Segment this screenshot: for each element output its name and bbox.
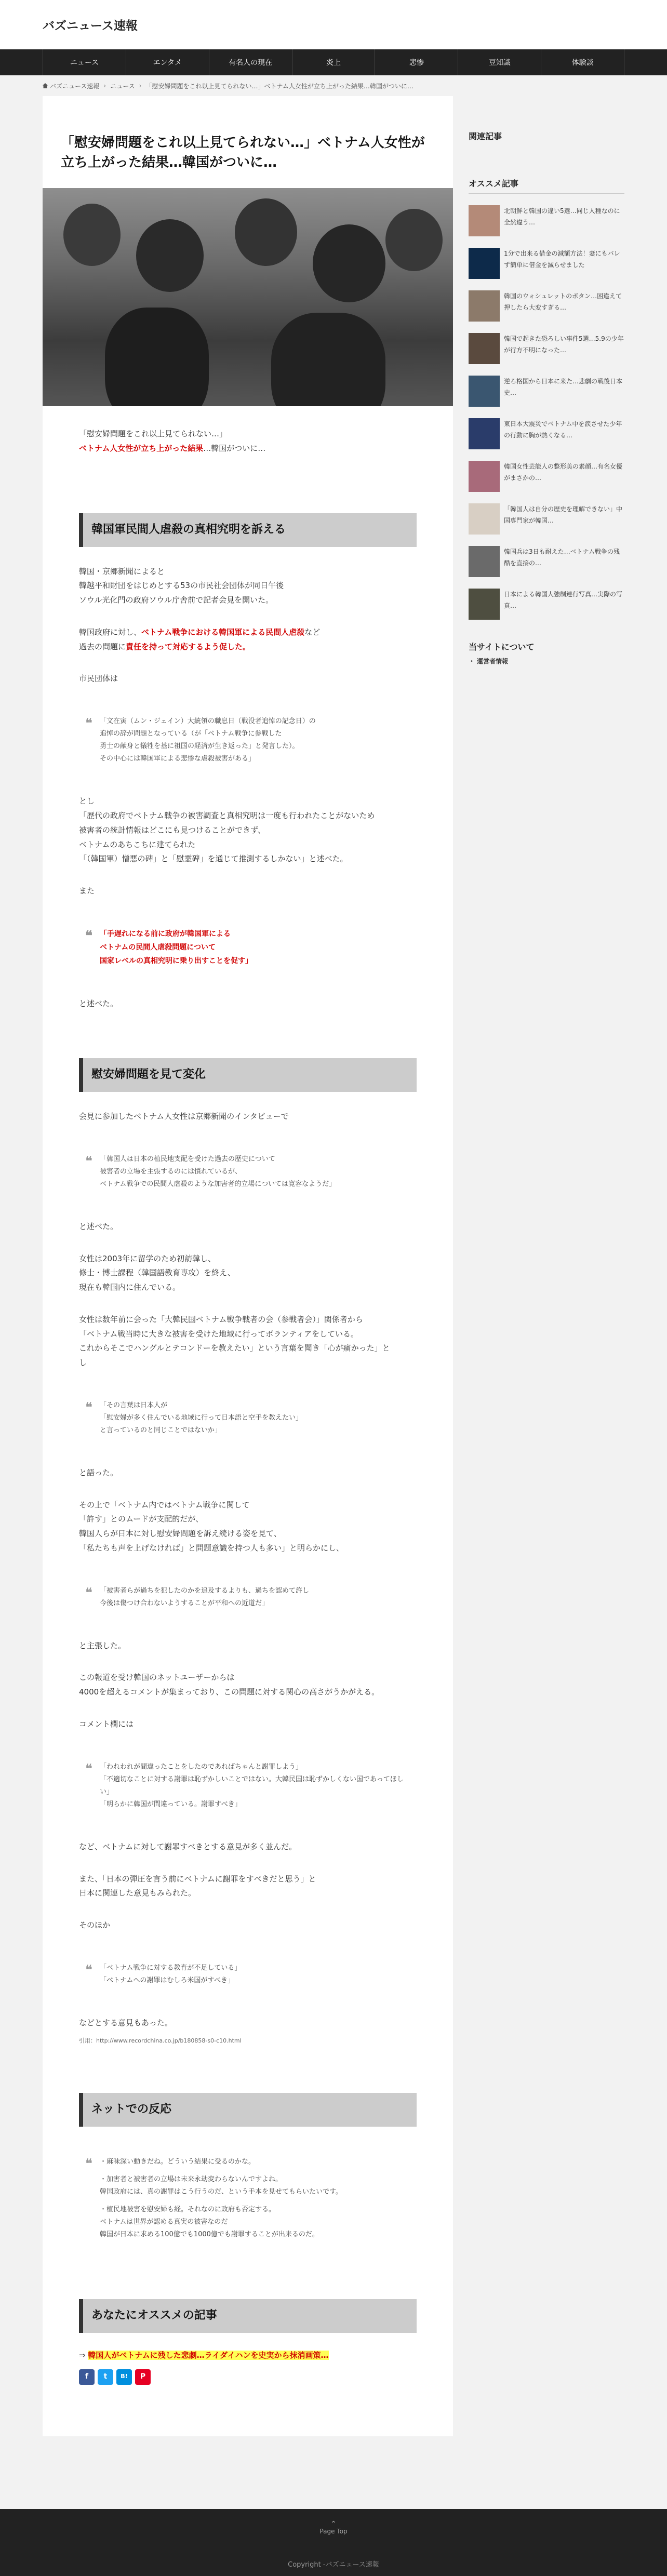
paragraph-line: 「歴代の政府でベトナム戦争の被害調査と真相究明は一度も行われたことがないため: [79, 811, 375, 820]
highlight-text: 責任を持って対応するよう促した。: [126, 642, 251, 651]
intro-highlight: ベトナム人女性が立ち上がった結果: [79, 444, 204, 453]
quote-icon: ❝: [85, 1962, 92, 1978]
recommend-line: [79, 2348, 417, 2363]
intro-line-1: 「慰安婦問題をこれ以上見てられない…」: [79, 429, 228, 439]
section-heading-3: ネットでの反応: [79, 2093, 417, 2127]
quote-line: 被害者の立場を主張するのには慣れているが、: [100, 1167, 242, 1176]
nav-item-celebrities-now[interactable]: 有名人の現在: [209, 49, 292, 75]
paragraph-line: 「ベトナム戦当時に大きな被害を受けた地域に行ってボランティアをしている。: [79, 1329, 359, 1339]
breadcrumb-separator: ›: [103, 82, 106, 89]
article-thumbnail[interactable]: [469, 418, 500, 449]
quote-line: 今後は傷つけ合わないようすることが平和への近道だ」: [100, 1599, 269, 1607]
paragraph-line: 「（韓国軍）憎悪の碑」と「慰霊碑」を通じて推測するしかない」と述べた。: [79, 854, 348, 864]
sidebar-related-title: 関連記事: [469, 131, 502, 141]
paragraph: など、ベトナムに対して謝罪すべきとする意見が多く並んだ。: [79, 1841, 297, 1851]
quote-line: 「ベトナム戦争に対する教育が不足している」: [100, 1964, 242, 1972]
nav-item-entertainment[interactable]: エンタメ: [126, 49, 209, 75]
sidebar-article-title[interactable]: 東日本大震災でベトナム中を涙させた少年の行動に胸が熱くなる…: [504, 420, 622, 439]
quote-line: ・加害者と被害者の立場は未来永劫変わらないんですよね。: [100, 2175, 283, 2183]
quote-icon: ❝: [85, 1585, 92, 1601]
share-buttons: [79, 2369, 417, 2385]
paragraph: そのほか: [79, 1920, 111, 1930]
nav-item-tragic[interactable]: 悲惨: [375, 49, 458, 75]
sidebar-recommend-title: オススメ記事: [469, 177, 624, 194]
quote-line: 「慰安婦が多く住んでいる地域に行って日本語と空手を教えたい」: [100, 1413, 303, 1422]
sidebar-article[interactable]: [469, 503, 624, 535]
paragraph-line: 「私たちも声を上げなければ」と問題意識を持つ人も多い」と明らかにし、: [79, 1543, 344, 1553]
sidebar-article[interactable]: [469, 376, 624, 407]
quote-line: ベトナムの民間人虐殺問題について: [100, 943, 216, 952]
sidebar: [469, 96, 624, 665]
breadcrumb-home[interactable]: バズニュース速報: [50, 82, 100, 90]
article-thumbnail[interactable]: [469, 461, 500, 492]
article-body: [43, 427, 453, 2384]
quote-line: 「手遅れになる前に政府が韓国軍による: [100, 929, 231, 938]
sidebar-article-title[interactable]: 韓国のウォシュレットのボタン…困違えて押したら大変すぎる…: [504, 292, 622, 312]
sidebar-article-title[interactable]: 「韓国人は自分の歴史を理解できない」中国専門家が韓国…: [504, 505, 623, 525]
copyright: Copyright ‐バズニュース速報: [288, 2561, 379, 2569]
quote-line: ・麻味深い動きだね。どういう結果に受るのかな。: [100, 2157, 256, 2166]
blockquote: [79, 1750, 417, 1822]
blockquote: [79, 1388, 417, 1448]
quote-line: 「ベトナムへの謝罪はむしろ米国がすべき」: [100, 1976, 235, 1984]
paragraph: コメント欄には: [79, 1719, 134, 1729]
nav-item-trivia[interactable]: 豆知識: [458, 49, 541, 75]
quote-line: 韓国が日本に求める100億でも1000億でも謝罪することが出来るのだ。: [100, 2231, 319, 2239]
section-heading-4: あなたにオススメの記事: [79, 2299, 417, 2333]
paragraph: と述べた。: [79, 1221, 118, 1231]
paragraph-line: 現在も韓国内に住んでいる。: [79, 1283, 181, 1292]
page-top-label: Page Top: [319, 2528, 348, 2535]
nav-item-flaming[interactable]: 炎上: [292, 49, 375, 75]
sidebar-article[interactable]: [469, 418, 624, 449]
sidebar-article[interactable]: [469, 205, 624, 236]
blockquote: [79, 704, 417, 777]
quote-line: 韓国政府には、真の謝罪はこう行うのだ、という手本を見せてもらいたいです。: [100, 2187, 342, 2196]
sidebar-article-title[interactable]: 韓国女性芸能人の整形美の素顔…有名女優がまさかの…: [504, 463, 623, 482]
sidebar-article-title[interactable]: 北朝鮮と韓国の違い5選…同じ人種なのに全然違う…: [504, 207, 620, 226]
recommend-link[interactable]: 韓国人がベトナムに残した悲劇…ライダイハンを史実から抹消画策…: [88, 2350, 329, 2360]
quote-line: 「被害者らが過ちを犯したのかを追及するよりも、過ちを認めて許し: [100, 1586, 310, 1595]
paragraph-line: 女性は数年前に会った「大韓民国ベトナム戦争戦者の会（参戦者会）」関係者から: [79, 1314, 363, 1324]
sidebar-article-title[interactable]: 1分で出来る借金の減額方法！妻にもバレず簡単に借金を減らせました: [504, 250, 620, 269]
paragraph: と主張した。: [79, 1640, 126, 1650]
sidebar-article[interactable]: [469, 589, 624, 620]
quote-icon: ❝: [85, 1399, 92, 1416]
quote-line: 「韓国人は日本の植民地支配を受けた過去の歴史について: [100, 1155, 275, 1163]
article-thumbnail[interactable]: [469, 333, 500, 364]
operator-info-link[interactable]: ・ 運営者情報: [469, 658, 509, 665]
sidebar-article[interactable]: [469, 333, 624, 364]
article-thumbnail[interactable]: [469, 205, 500, 236]
quote-line: と言っているのと同じことではないか」: [100, 1426, 222, 1434]
paragraph-line: 修士・博士課程（韓国語教育専攻）を終え、: [79, 1268, 235, 1278]
sidebar-about-title: 当サイトについて: [469, 642, 535, 652]
paragraph: と述べた。: [79, 999, 118, 1009]
home-icon: [43, 83, 48, 88]
paragraph-line: 女性は2003年に留学のため初訪韓し、: [79, 1253, 216, 1263]
chevron-up-icon: ⌃: [330, 2520, 337, 2528]
quote-line: ベトナム戦争での民間人虐殺のような加害者的立場については寛容なようだ」: [100, 1180, 336, 1188]
breadcrumb-separator: ›: [139, 82, 142, 89]
quote-icon: ❝: [85, 716, 92, 732]
article-title: 「慰安婦問題をこれ以上見てられない…」ベトナム人女性が立ち上がった結果…韓国がついに…: [61, 135, 425, 170]
paragraph-text: 韓国政府に対し、: [79, 627, 142, 637]
paragraph: 会見に参加したベトナム人女性は京郷新聞のインタビューで: [79, 1111, 289, 1121]
paragraph: と語った。: [79, 1467, 118, 1477]
blockquote-highlight: [79, 916, 417, 980]
article-main: [43, 96, 453, 2436]
eyecatch-image: [43, 188, 453, 406]
section-heading-2: 慰安婦問題を見て変化: [79, 1058, 417, 1092]
paragraph-line: また、「日本の弾圧を言う前にベトナムに謝罪をすべきだと思う」と: [79, 1874, 316, 1884]
article-thumbnail[interactable]: [469, 546, 500, 577]
quote-icon: ❝: [85, 928, 92, 944]
paragraph-line: ベトナムのあちこちに建てられた: [79, 839, 196, 849]
blockquote: [79, 1951, 417, 1998]
paragraph-line: 4000を超えるコメントが集まっており、この問題に対する関心の高さがうかがえる。: [79, 1687, 380, 1697]
site-footer: [0, 2509, 667, 2576]
quote-line: 「その言葉は日本人が: [100, 1401, 168, 1409]
sidebar-article-title[interactable]: 韓国兵は3日も耐えた…ベトナム戦争の残酷を直接の…: [504, 548, 620, 567]
sidebar-article[interactable]: [469, 290, 624, 322]
blockquote-reactions: [79, 2144, 417, 2252]
quote-icon: ❝: [85, 1153, 92, 1169]
sidebar-article-title[interactable]: 日本による韓国人強制連行写真…実際の写真…: [504, 591, 623, 610]
paragraph-line: 「許す」とのムードが支配的だが、: [79, 1514, 204, 1524]
breadcrumb-category[interactable]: ニュース: [110, 82, 135, 90]
highlight-text: ベトナム戦争における韓国軍による民間人虐殺: [141, 627, 305, 637]
paragraph-line: 日本に関連した意見もみられた。: [79, 1888, 196, 1898]
paragraph: 市民団体は: [79, 674, 118, 684]
sidebar-article[interactable]: [469, 248, 624, 279]
paragraph-line: これからそこでハングルとテコンドーを教えたい」という言葉を聞き「心が痛かった」と: [79, 1343, 390, 1353]
article-thumbnail[interactable]: [469, 290, 500, 322]
sidebar-article-title[interactable]: 逆ろ格国から日本に来た…悲劇の戦後日本史…: [504, 378, 623, 397]
paragraph-line: ソウル光化門の政府ソウル庁舎前で記者会見を開いた。: [79, 595, 274, 605]
paragraph-line: この報道を受け韓国のネットユーザーからは: [79, 1673, 235, 1683]
paragraph: などとする意見もあった。: [79, 2018, 172, 2028]
paragraph: また: [79, 886, 95, 896]
article-thumbnail[interactable]: [469, 589, 500, 620]
quote-line: 「明らかに韓国が間違っている。謝罪すべき」: [100, 1800, 242, 1808]
paragraph-text: 過去の問題に: [79, 642, 126, 651]
blockquote: [79, 1142, 417, 1202]
paragraph-line: 韓国人らが日本に対し慰安婦問題を訴え続ける姿を見て、: [79, 1529, 282, 1539]
quote-line: ベトナムは世界が認める真実の被害なのだ: [100, 2218, 228, 2226]
site-title[interactable]: バズニュース速報: [43, 19, 138, 33]
arrow-icon: ⇒: [79, 2350, 86, 2360]
article-thumbnail[interactable]: [469, 503, 500, 535]
page-top-button[interactable]: [0, 2509, 667, 2535]
breadcrumb-current: 「慰安婦問題をこれ以上見てられない…」ベトナム人女性が立ち上がった結果…韓国がついに…: [145, 82, 413, 90]
quote-icon: ❝: [85, 2156, 92, 2172]
paragraph-line: 韓国・京郷新聞によると: [79, 566, 165, 576]
quote-line: 「不適切なことに対する謝罪は恥ずかしいことではない。大韓民国は恥ずかしくない国であってほしい」: [100, 1775, 404, 1796]
section-heading-1: 韓国軍民間人虐殺の真相究明を訴える: [79, 513, 417, 547]
quote-line: ・植民地被害を慰安婦も経。それなのに政府も否定する。: [100, 2205, 276, 2213]
twitter-share-button[interactable]: t: [98, 2369, 113, 2385]
paragraph-line: し: [79, 1358, 87, 1367]
quote-line: 勇士の献身と犠牲を基に祖国の経済が生き返った」と発言した）。: [100, 742, 299, 751]
sidebar-article[interactable]: [469, 546, 624, 577]
paragraph-text: など: [304, 627, 321, 637]
source-link[interactable]: 引用：http://www.recordchina.co.jp/b180858-s0-c10.html: [79, 2037, 242, 2044]
sidebar-article-title[interactable]: 韓国で起きた恐ろしい事件5選…5.9の少年が行方不明になった…: [504, 335, 624, 354]
pinterest-share-button[interactable]: P: [135, 2369, 151, 2385]
quote-line: 国家レベルの真相究明に乗り出すことを促す」: [100, 956, 252, 965]
paragraph-line: その上で「ベトナム内ではベトナム戦争に関して: [79, 1500, 250, 1510]
sidebar-article[interactable]: [469, 461, 624, 492]
site-header: [0, 0, 667, 49]
paragraph-line: とし: [79, 796, 95, 806]
nav-item-experiences[interactable]: 体験談: [541, 49, 624, 75]
facebook-share-button[interactable]: f: [79, 2369, 95, 2385]
quote-line: 追悼の辞が問題となっている（が「ベトナム戦争に参戦した: [100, 730, 282, 738]
hatena-share-button[interactable]: B!: [116, 2369, 132, 2385]
nav-item-news[interactable]: ニュース: [43, 49, 126, 75]
content-wrap: [43, 96, 624, 2436]
paragraph-line: 被害者の統計情報はどこにも見つけることができず、: [79, 825, 265, 835]
global-nav: [0, 49, 667, 75]
intro-rest: …韓国がついに…: [203, 444, 266, 453]
article-thumbnail[interactable]: [469, 248, 500, 279]
article-thumbnail[interactable]: [469, 376, 500, 407]
breadcrumb: [0, 75, 667, 96]
quote-icon: ❝: [85, 1761, 92, 1777]
paragraph-line: 韓越平和財団をはじめとする53の市民社会団体が同日午後: [79, 581, 284, 591]
quote-line: 「文在寅（ムン・ジェイン）大統領の職息日（戦没者追悼の記念日）の: [100, 717, 316, 726]
quote-line: 「われわれが間違ったことをしたのであればちゃんと謝罪しよう」: [100, 1763, 303, 1771]
quote-line: その中心には韓国軍による悲惨な虐殺被害がある」: [100, 755, 256, 763]
blockquote: [79, 1573, 417, 1621]
